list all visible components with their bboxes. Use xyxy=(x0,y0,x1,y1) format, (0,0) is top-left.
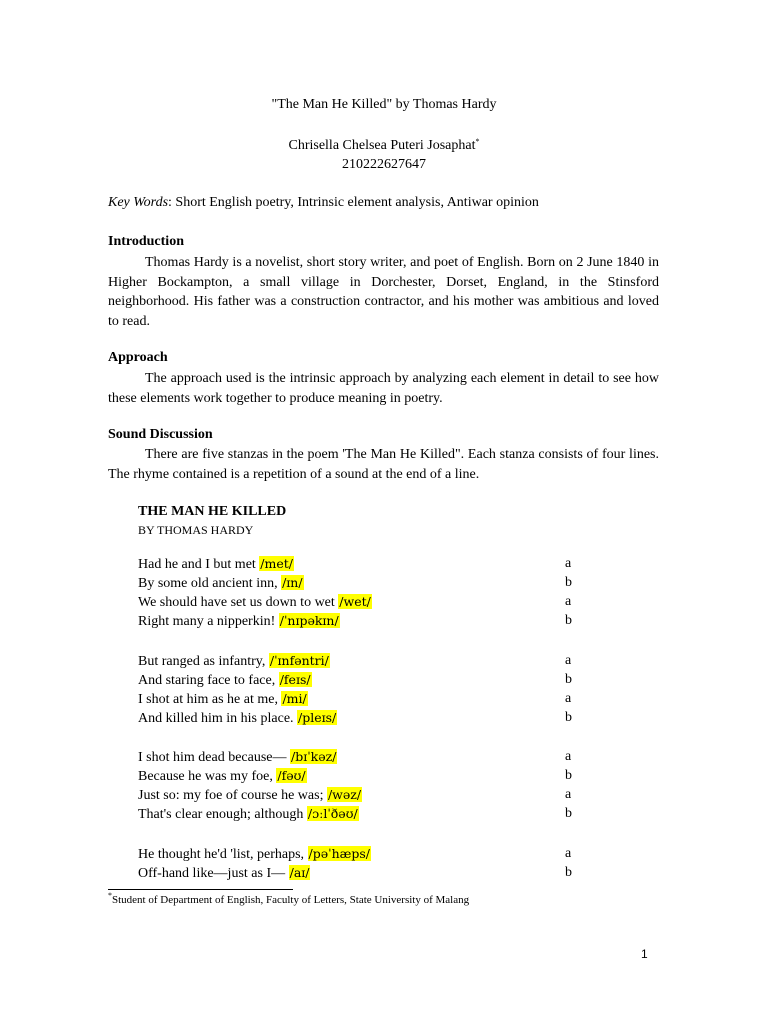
ipa-transcription: /ɪn/ xyxy=(282,575,303,590)
rhyme-label: b xyxy=(565,575,572,590)
keywords-label: Key Words xyxy=(108,195,169,210)
page-number: 1 xyxy=(641,947,648,961)
poem-line-text: But ranged as infantry, xyxy=(138,654,269,669)
ipa-transcription: /bɪˈkəz/ xyxy=(291,749,337,764)
ipa-transcription: /fəʊ/ xyxy=(277,768,306,783)
poem-title: THE MAN HE KILLED xyxy=(138,504,287,519)
ipa-transcription: /ɔːlˈðəʊ/ xyxy=(307,806,358,821)
ipa-transcription: /wəz/ xyxy=(327,787,362,802)
paper-title: "The Man He Killed" by Thomas Hardy xyxy=(271,97,497,112)
rhyme-label: a xyxy=(565,691,572,706)
poem-line xyxy=(138,785,362,806)
poem-line xyxy=(138,766,307,787)
rhyme-label: b xyxy=(565,710,572,725)
ipa-transcription: /pleɪs/ xyxy=(298,710,337,725)
poem-line xyxy=(138,554,294,575)
author-name xyxy=(0,138,768,154)
ipa-transcription: /ˈnɪpəkɪn/ xyxy=(279,613,339,628)
author-text: Chrisella Chelsea Puteri Josaphat xyxy=(288,138,476,153)
ipa-transcription: /wet/ xyxy=(339,594,371,609)
poem-line-text: Off-hand like—just as I— xyxy=(138,866,289,881)
poem-line xyxy=(138,844,371,865)
poem-line xyxy=(138,573,304,594)
sound-discussion-body: There are five stanzas in the poem 'The Man He Killed". Each stanza consists of four lines. The rhyme contained is a repetition of a sound at the end of a line. xyxy=(108,447,659,482)
footnote-text: Student of Department of English, Faculty of Letters, State University of Malang xyxy=(112,894,470,906)
footnote xyxy=(108,891,470,906)
rhyme-label: a xyxy=(565,749,572,764)
footnote-mark: * xyxy=(108,891,112,900)
poem-line xyxy=(138,670,312,691)
footnote-divider xyxy=(108,889,293,890)
rhyme-label: b xyxy=(565,806,572,821)
poem-line xyxy=(138,689,308,710)
poem-line xyxy=(138,747,337,768)
keywords-line xyxy=(108,195,539,211)
poem-line-text: And staring face to face, xyxy=(138,673,279,688)
poem-line-text: Had he and I but met xyxy=(138,557,260,572)
poem-line-text: We should have set us down to wet xyxy=(138,595,339,610)
ipa-transcription: /mi/ xyxy=(282,691,307,706)
poem-line-text: I shot him dead because— xyxy=(138,750,291,765)
poem-line xyxy=(138,611,340,632)
poem-line-text: By some old ancient inn, xyxy=(138,576,282,591)
approach-body: The approach used is the intrinsic approach by analyzing each element in detail to see how these elements work together to produce meaning in poetry. xyxy=(108,371,659,406)
student-id: 210222627647 xyxy=(342,157,426,172)
poem-line xyxy=(138,804,359,825)
ipa-transcription: /pəˈhæps/ xyxy=(308,846,371,861)
poem-line xyxy=(138,651,330,672)
poem-line-text: That's clear enough; although xyxy=(138,807,307,822)
approach-heading: Approach xyxy=(108,350,168,365)
poem-byline: BY THOMAS HARDY xyxy=(138,523,254,537)
ipa-transcription: /feɪs/ xyxy=(279,672,311,687)
poem-line-text: And killed him in his place. xyxy=(138,711,298,726)
ipa-transcription: /met/ xyxy=(260,556,293,571)
rhyme-label: b xyxy=(565,865,572,880)
rhyme-label: a xyxy=(565,787,572,802)
poem-line-text: Just so: my foe of course he was; xyxy=(138,788,327,803)
introduction-body: Thomas Hardy is a novelist, short story writer, and poet of English. Born on 2 June 1840 in Higher Bockampton, a small village in Dorchester, Dorset, England, in the Stinsford neighborhood. His father was a construction contractor, and his mother was ambitious and loved to read. xyxy=(108,255,659,329)
rhyme-label: a xyxy=(565,653,572,668)
rhyme-label: a xyxy=(565,556,572,571)
poem-line-text: He thought he'd 'list, perhaps, xyxy=(138,847,308,862)
introduction-heading: Introduction xyxy=(108,234,184,249)
ipa-transcription: /ˈɪnfəntri/ xyxy=(269,653,329,668)
rhyme-label: b xyxy=(565,672,572,687)
poem-line-text: Because he was my foe, xyxy=(138,769,277,784)
poem-line xyxy=(138,592,372,613)
rhyme-label: a xyxy=(565,594,572,609)
poem-line-text: I shot at him as he at me, xyxy=(138,692,282,707)
author-footnote-mark: * xyxy=(475,137,480,146)
rhyme-label: b xyxy=(565,768,572,783)
poem-line xyxy=(138,708,337,729)
rhyme-label: a xyxy=(565,846,572,861)
rhyme-label: b xyxy=(565,613,572,628)
ipa-transcription: /aɪ/ xyxy=(289,865,310,880)
poem-line-text: Right many a nipperkin! xyxy=(138,614,279,629)
sound-discussion-heading: Sound Discussion xyxy=(108,427,213,442)
keywords-text: : Short English poetry, Intrinsic element analysis, Antiwar opinion xyxy=(168,195,539,210)
poem-line xyxy=(138,863,310,884)
